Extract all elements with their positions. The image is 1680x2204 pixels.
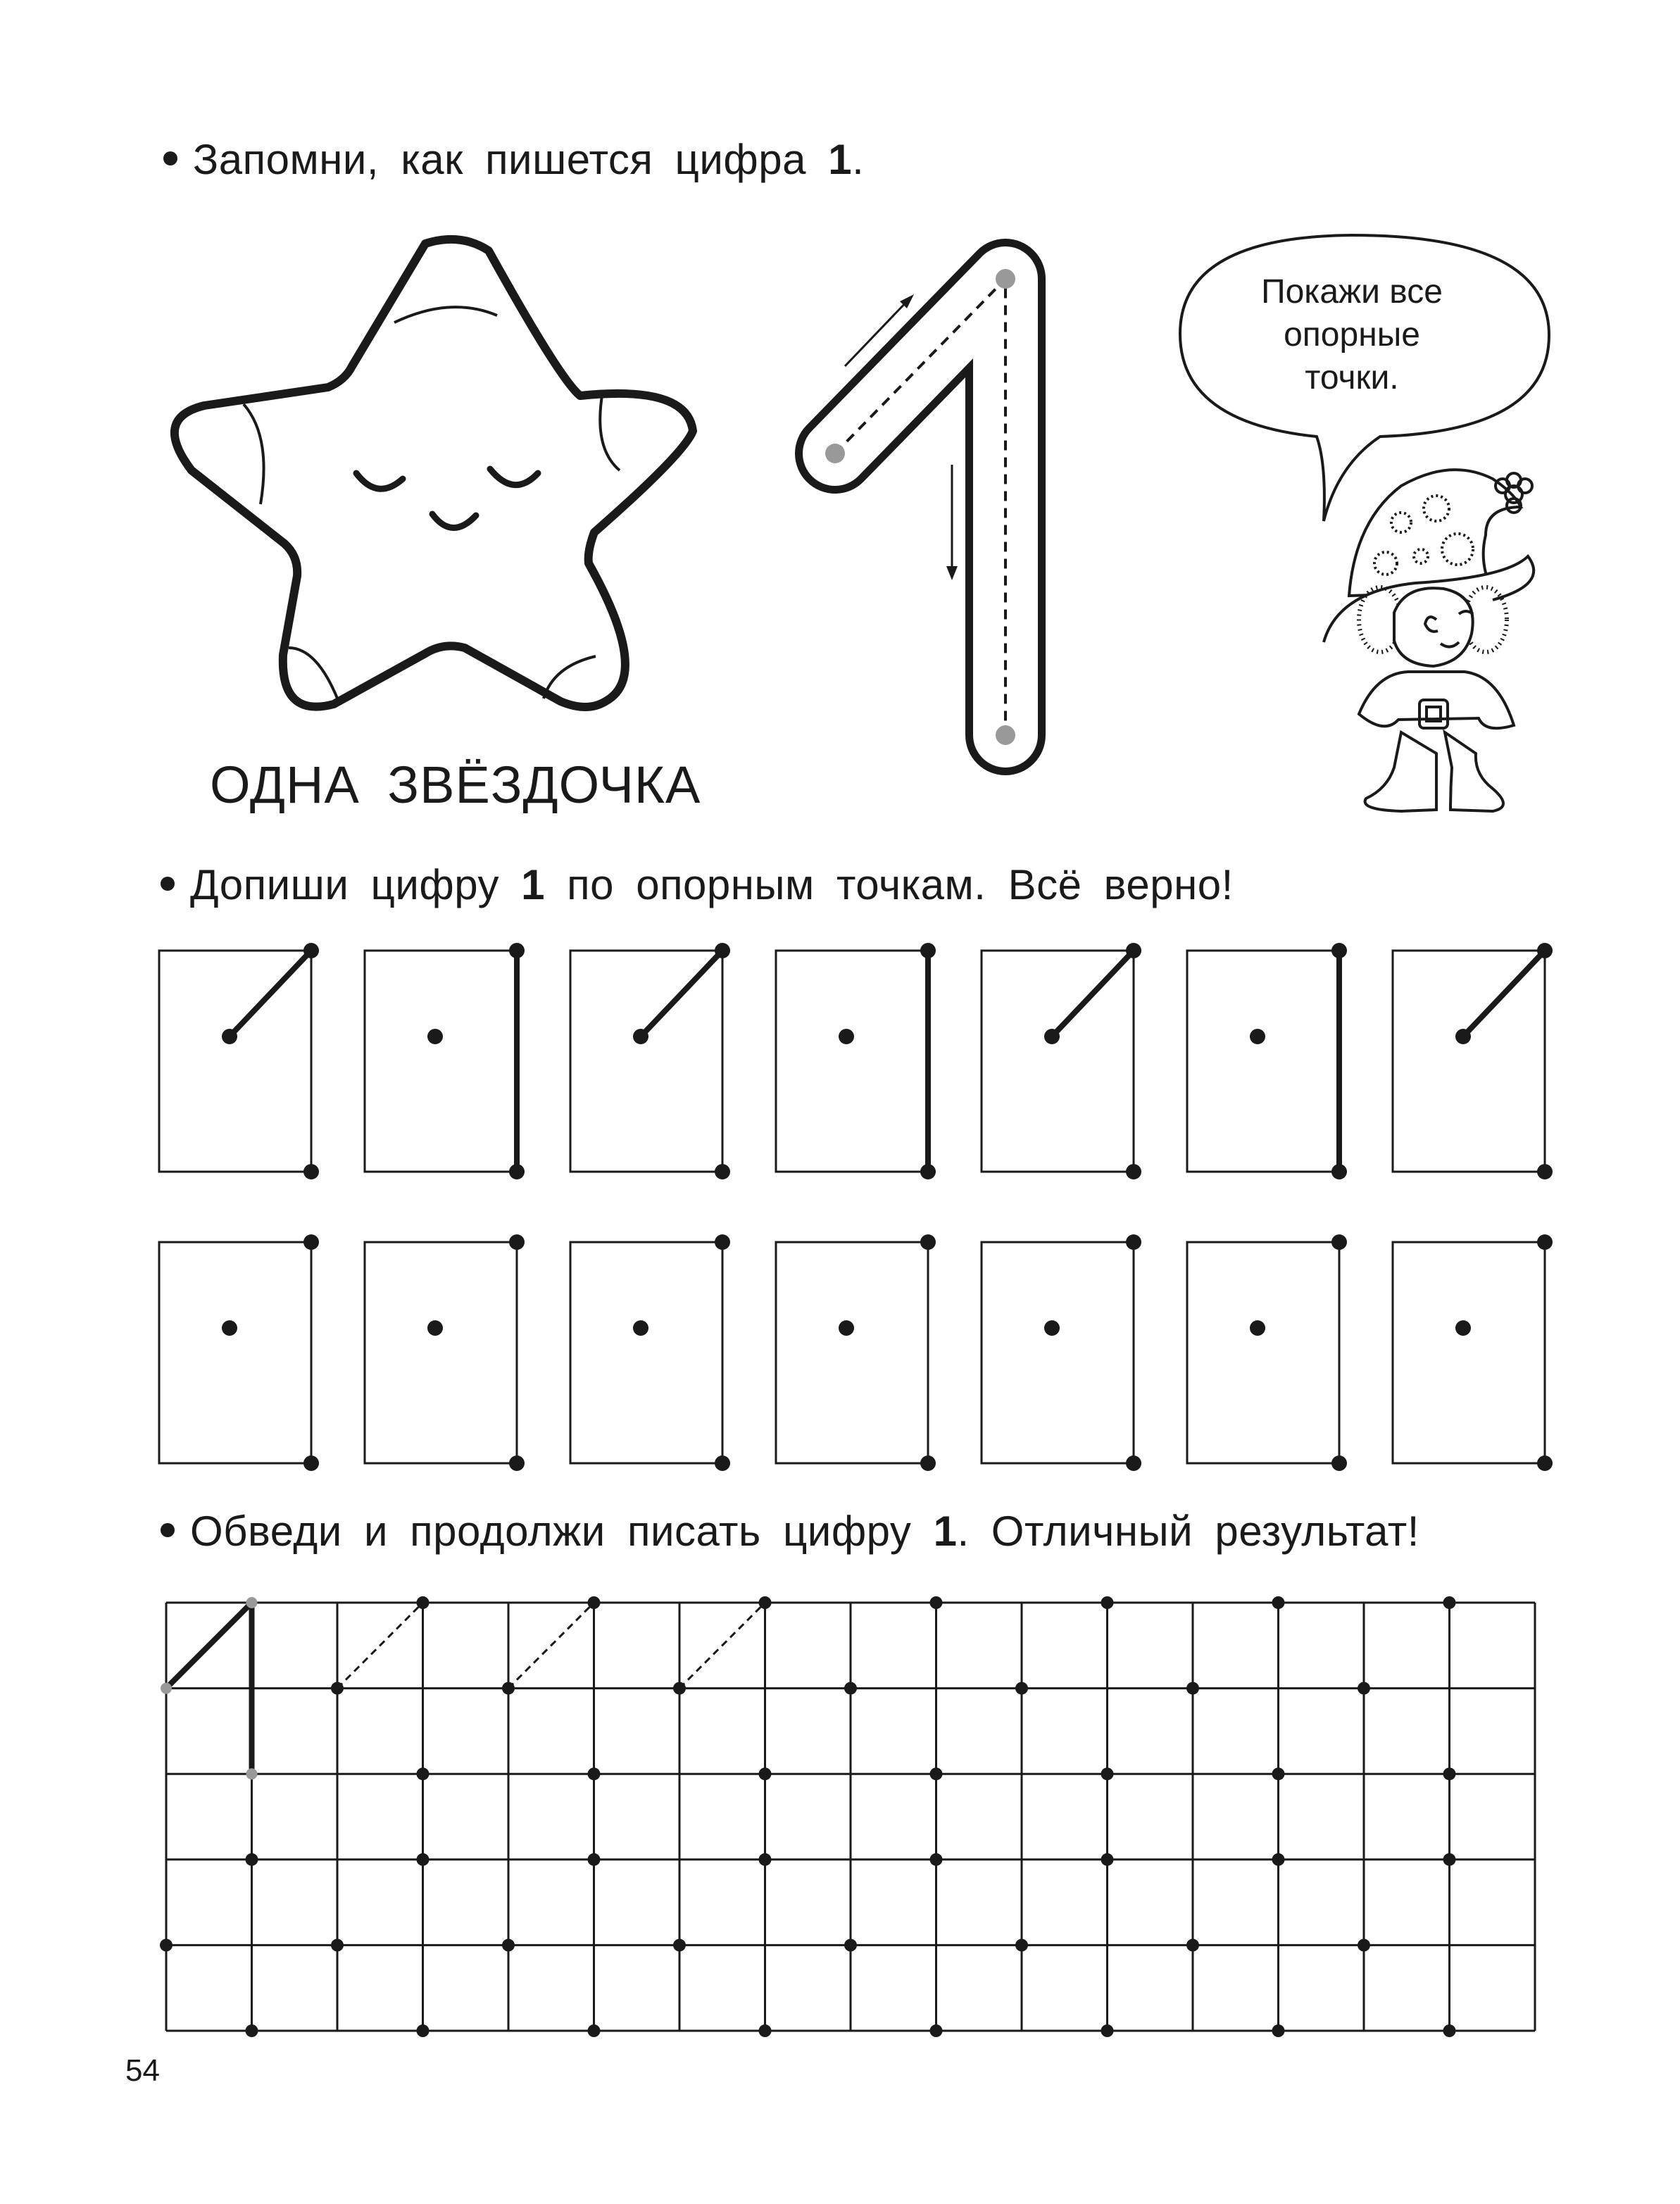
guide-dot	[1186, 1682, 1199, 1695]
task-complete-text: Допиши цифру	[190, 861, 499, 908]
guide-dot	[930, 1767, 943, 1780]
guide-dot	[673, 1682, 686, 1695]
guide-dot	[1358, 1682, 1370, 1695]
guide-dot	[930, 1853, 943, 1866]
guide-dot	[417, 1853, 430, 1866]
guide-dot	[246, 2024, 258, 2037]
guide-dot	[588, 1853, 601, 1866]
guide-dot	[1443, 1853, 1456, 1866]
star-caption: ОДНА ЗВЁЗДОЧКА	[210, 756, 701, 814]
guide-dot	[1443, 1596, 1456, 1609]
guide-dot	[844, 1682, 857, 1695]
guide-dot	[502, 1939, 515, 1951]
guide-dot	[759, 1767, 772, 1780]
guide-dot	[1101, 1853, 1114, 1866]
task-remember-end: .	[852, 136, 865, 183]
guide-dot	[759, 1596, 772, 1609]
task-remember-text: Запомни, как пишется цифра	[193, 136, 807, 183]
guide-dot	[673, 1939, 686, 1951]
guide-dot	[246, 1768, 258, 1779]
guide-dot	[246, 1853, 258, 1866]
task-trace-text: Обведи и продолжи писать цифру	[190, 1508, 912, 1555]
guide-dot	[1272, 1853, 1285, 1866]
task-remember-digit: 1	[828, 136, 853, 183]
guide-dot	[844, 1939, 857, 1951]
guide-dot	[588, 1767, 601, 1780]
speech-bubble-line: точки.	[1305, 359, 1399, 396]
guide-dot	[930, 2024, 943, 2037]
guide-dot	[331, 1939, 344, 1951]
task-trace-digit: 1	[933, 1508, 958, 1555]
guide-dot	[502, 1682, 515, 1695]
guide-dot	[1101, 1767, 1114, 1780]
guide-dot	[588, 2024, 601, 2037]
guide-dot	[1272, 1596, 1285, 1609]
guide-dot	[417, 2024, 430, 2037]
guide-dot	[417, 1596, 430, 1609]
guide-dot	[331, 1682, 344, 1695]
page-number: 54	[125, 2053, 160, 2088]
guide-dot	[930, 1596, 943, 1609]
guide-dot	[161, 1683, 172, 1694]
guide-dot	[588, 1596, 601, 1609]
guide-dot	[1443, 2024, 1456, 2037]
guide-dot	[759, 2024, 772, 2037]
speech-bubble-line: Покажи все	[1261, 273, 1443, 311]
guide-dot	[246, 1597, 258, 1608]
guide-dot	[1101, 2024, 1114, 2037]
guide-dot	[417, 1767, 430, 1780]
task-complete-end: по опорным точкам. Всё верно!	[567, 861, 1234, 908]
guide-dot	[1101, 1596, 1114, 1609]
guide-dot	[1443, 1767, 1456, 1780]
guide-dot	[1015, 1682, 1028, 1695]
task-complete-digit: 1	[521, 861, 545, 908]
guide-dot	[1272, 1767, 1285, 1780]
guide-dot	[160, 1939, 173, 1951]
guide-dot	[1358, 1939, 1370, 1951]
guide-dot	[1272, 2024, 1285, 2037]
speech-bubble-line: опорные	[1284, 316, 1420, 353]
guide-dot	[1015, 1939, 1028, 1951]
guide-dot	[759, 1853, 772, 1866]
task-trace-end: . Отличный результат!	[957, 1508, 1419, 1555]
guide-dot	[1186, 1939, 1199, 1951]
